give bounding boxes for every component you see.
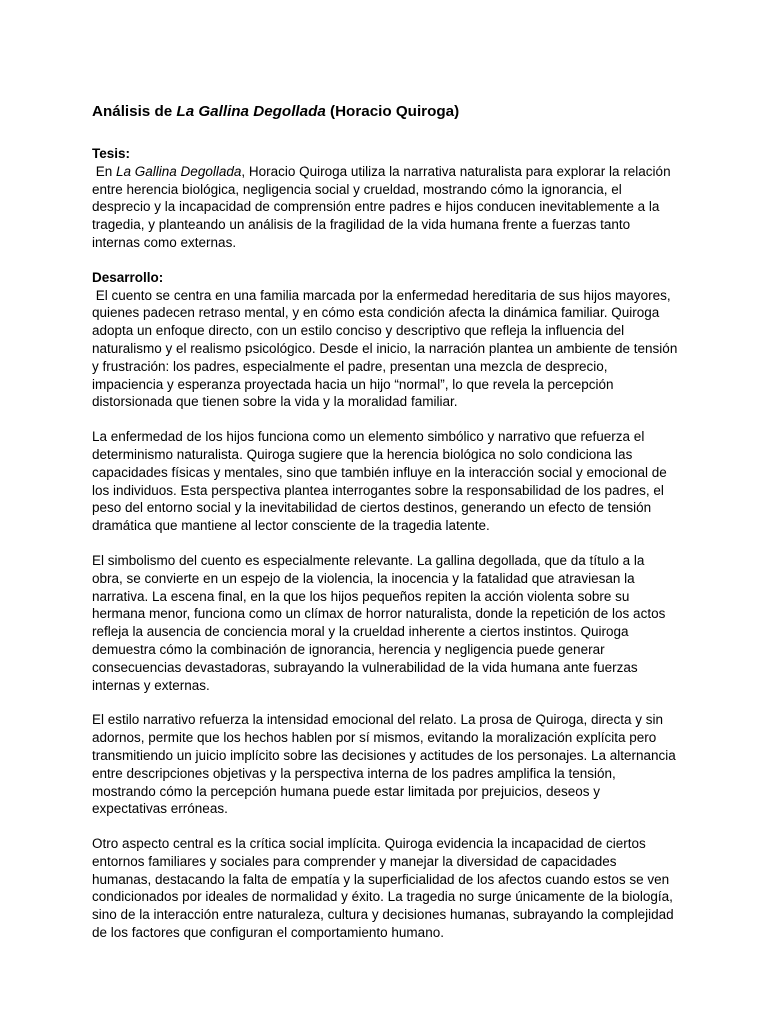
desarrollo-paragraph-1: El cuento se centra en una familia marcada por la enfermedad hereditaria de sus hijos mayores, quienes padecen retraso mental, y en cómo esta condición afecta la dinámica familiar. Quiroga adopta un enfoque directo, con un estilo conciso y descriptivo que refleja la influencia del naturalismo y el realismo psicológico. Desde el inicio, la narración plantea un ambiente de tensión y frustración: los padres, especialmente el padre, presentan una mezcla de desprecio, impaciencia y esperanza proyectada hacia un hijo “normal”, lo que revela la percepción distorsionada que tienen sobre la vida y la moralidad familiar. (92, 287, 682, 410)
desarrollo-paragraph-2: La enfermedad de los hijos funciona como un elemento simbólico y narrativo que refuerza el determinismo naturalista. Quiroga sugiere que la herencia biológica no solo condiciona las capacidades físicas y mentales, sino que también influye en la interacción social y emocional de los individuos. Esta perspectiva plantea interrogantes sobre la responsabilidad de los padres, el peso del entorno social y la inevitabilidad de ciertos destinos, generando un efecto de tensión dramática que mantiene al lector consciente de la tragedia latente. (92, 429, 667, 534)
title-italic-work: La Gallina Degollada (176, 103, 326, 120)
desarrollo-paragraph-5: Otro aspecto central es la crítica social implícita. Quiroga evidencia la incapacidad de ciertos entornos familiares y sociales para comprender y manejar la diversidad de capacidades humanas, destacando la falta de empatía y la superficialidad de los afectos cuando estos se ven condicionados por ideales de normalidad y éxito. La tragedia no surge únicamente de la biología, sino de la interacción entre naturaleza, cultura y decisiones humanas, subrayando la complejidad de los factores que configuran el comportamiento humano. (92, 836, 674, 941)
title-prefix: Análisis de (92, 103, 177, 120)
tesis-text: , Horacio Quiroga utiliza la narrativa naturalista para explorar la relación entre herencia biológica, negligencia social y crueldad, mostrando cómo la ignorancia, el desprecio y la incapacidad de comprensión entre padres e hijos conducen inevitablemente a la tragedia, y planteando un análisis de la fragilidad de la vida humana frente a fuerzas tanto internas como externas. (92, 163, 671, 250)
document-title (92, 102, 678, 122)
desarrollo-heading: Desarrollo: (92, 269, 164, 285)
tesis-heading: Tesis: (92, 146, 131, 161)
tesis-paragraph (92, 163, 678, 252)
tesis-italic-work: La Gallina Degollada (116, 163, 242, 179)
desarrollo-paragraph-3: El simbolismo del cuento es especialmente relevante. La gallina degollada, que da título a la obra, se convierte en un espejo de la violencia, la inocencia y la fatalidad que atraviesan la narrativa. La escena final, en la que los hijos pequeños repiten la acción violenta sobre su hermana menor, funciona como un clímax de horror naturalista, donde la repetición de los actos refleja la ausencia de conciencia moral y la crueldad inherente a ciertos instintos. Quiroga demuestra cómo la combinación de ignorancia, herencia y negligencia puede generar consecuencias devastadoras, subrayando la vulnerabilidad de la vida humana ante fuerzas internas y externas. (92, 552, 666, 693)
tesis-lead: En (92, 163, 117, 179)
desarrollo-paragraph-4: El estilo narrativo refuerza la intensidad emocional del relato. La prosa de Quiroga, directa y sin adornos, permite que los hechos hablen por sí mismos, evitando la moralización explícita pero transmitiendo un juicio implícito sobre las decisiones y actitudes de los personajes. La alternancia entre descripciones objetivas y la perspectiva interna de los padres amplifica la tensión, mostrando cómo la percepción humana puede estar limitada por prejuicios, deseos y expectativas erróneas. (92, 712, 676, 817)
desarrollo-section (92, 269, 682, 942)
title-suffix: (Horacio Quiroga) (325, 103, 460, 120)
tesis-section (92, 145, 678, 252)
